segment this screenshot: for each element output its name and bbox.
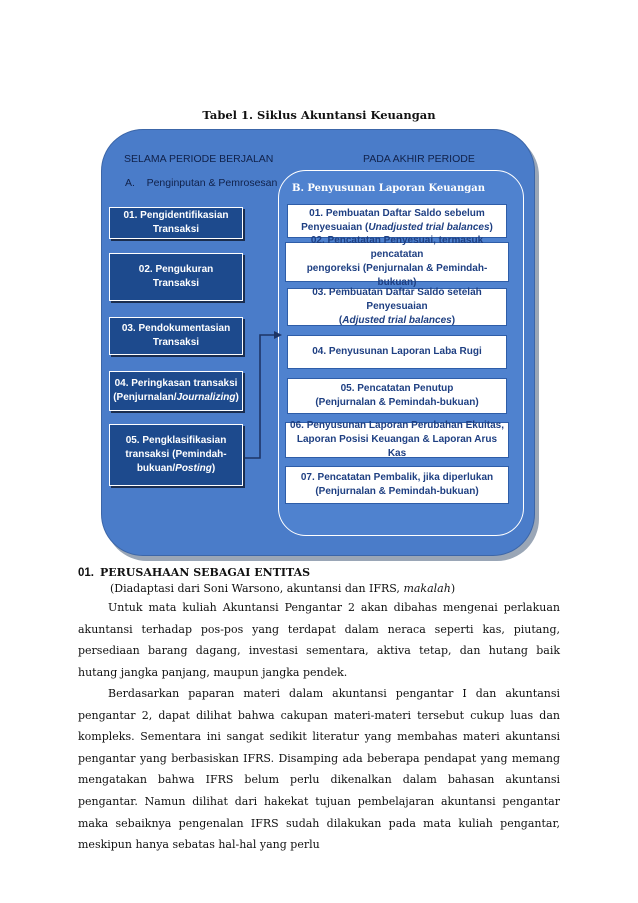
section-heading (78, 566, 310, 579)
table-caption: Tabel 1. Siklus Akuntansi Keuangan (202, 108, 436, 122)
section-a-label: A. Penginputan & Pemrosesan (125, 177, 278, 189)
right-step-3: 03. Pembuatan Daftar Saldo setelah Penyesuaian (Adjusted trial balances) (287, 288, 507, 326)
paragraph-1: Untuk mata kuliah Akuntansi Pengantar 2 akan dibahas mengenai perlakuan akuntansi terhadap pos-pos yang terdapat dalam neraca seperti kas, piutang, persediaan barang dagang, investasi sementara, aktiva tetap, dan hutang baik hutang jangka panjang, maupun jangka pendek. (78, 601, 560, 679)
right-step-6: 06. Penyusunan Laporan Perubahan Ekuitas, Laporan Posisi Keuangan & Laporan Arus Kas (285, 422, 509, 458)
right-step-5: 05. Pencatatan Penutup (Penjurnalan & Pemindah-bukuan) (287, 378, 507, 414)
right-step-7: 07. Pencatatan Pembalik, jika diperlukan (Penjurnalan & Pemindah-bukuan) (285, 466, 509, 504)
left-column-header: SELAMA PERIODE BERJALAN (124, 153, 274, 165)
paragraph-2: Berdasarkan paparan materi dalam akuntansi pengantar I dan akuntansi pengantar 2, dapat dilihat bahwa cakupan materi-materi tersebut cukup luas dan kompleks. Sementara ini sangat sedikit literatur yang membahas materi akuntansi pengantar yang berbasiskan IFRS. Disamping ada beberapa pendapat yang memang mengatakan bahwa IFRS belum perlu dikenalkan dalam bahasan akuntansi pengantar. Namun dilihat dari hakekat tujuan pembelajaran akuntansi pengantar maka sebaiknya pengenalan IFRS sudah dilakukan pada mata kuliah pengantar, meskipun hanya sebatas hal-hal yang perlu (78, 687, 560, 852)
left-step-1: 01. Pengidentifikasian Transaksi (109, 207, 243, 239)
section-number: 01. (78, 567, 94, 579)
section-title: PERUSAHAAN SEBAGAI ENTITAS (100, 566, 311, 579)
source-note: (Diadaptasi dari Soni Warsono, akuntansi dan IFRS, makalah) (110, 582, 456, 595)
right-column-header: PADA AKHIR PERIODE (363, 153, 475, 165)
left-step-4: 04. Peringkasan transaksi (Penjurnalan/Journalizing) (109, 371, 243, 411)
right-step-2: 02. Pencatatan Penyesuai, termasuk pencatatan pengoreksi (Penjurnalan & Pemindah-bukuan) (285, 242, 509, 282)
left-step-3: 03. Pendokumentasian Transaksi (109, 317, 243, 355)
left-step-2: 02. Pengukuran Transaksi (109, 253, 243, 301)
right-step-4: 04. Penyusunan Laporan Laba Rugi (287, 335, 507, 369)
right-step-1: 01. Pembuatan Daftar Saldo sebelum Penyesuaian (Unadjusted trial balances) (287, 204, 507, 238)
left-step-5: 05. Pengklasifikasian transaksi (Pemindah- bukuan/Posting) (109, 424, 243, 486)
section-b-label: B. Penyusunan Laporan Keuangan (292, 183, 486, 194)
